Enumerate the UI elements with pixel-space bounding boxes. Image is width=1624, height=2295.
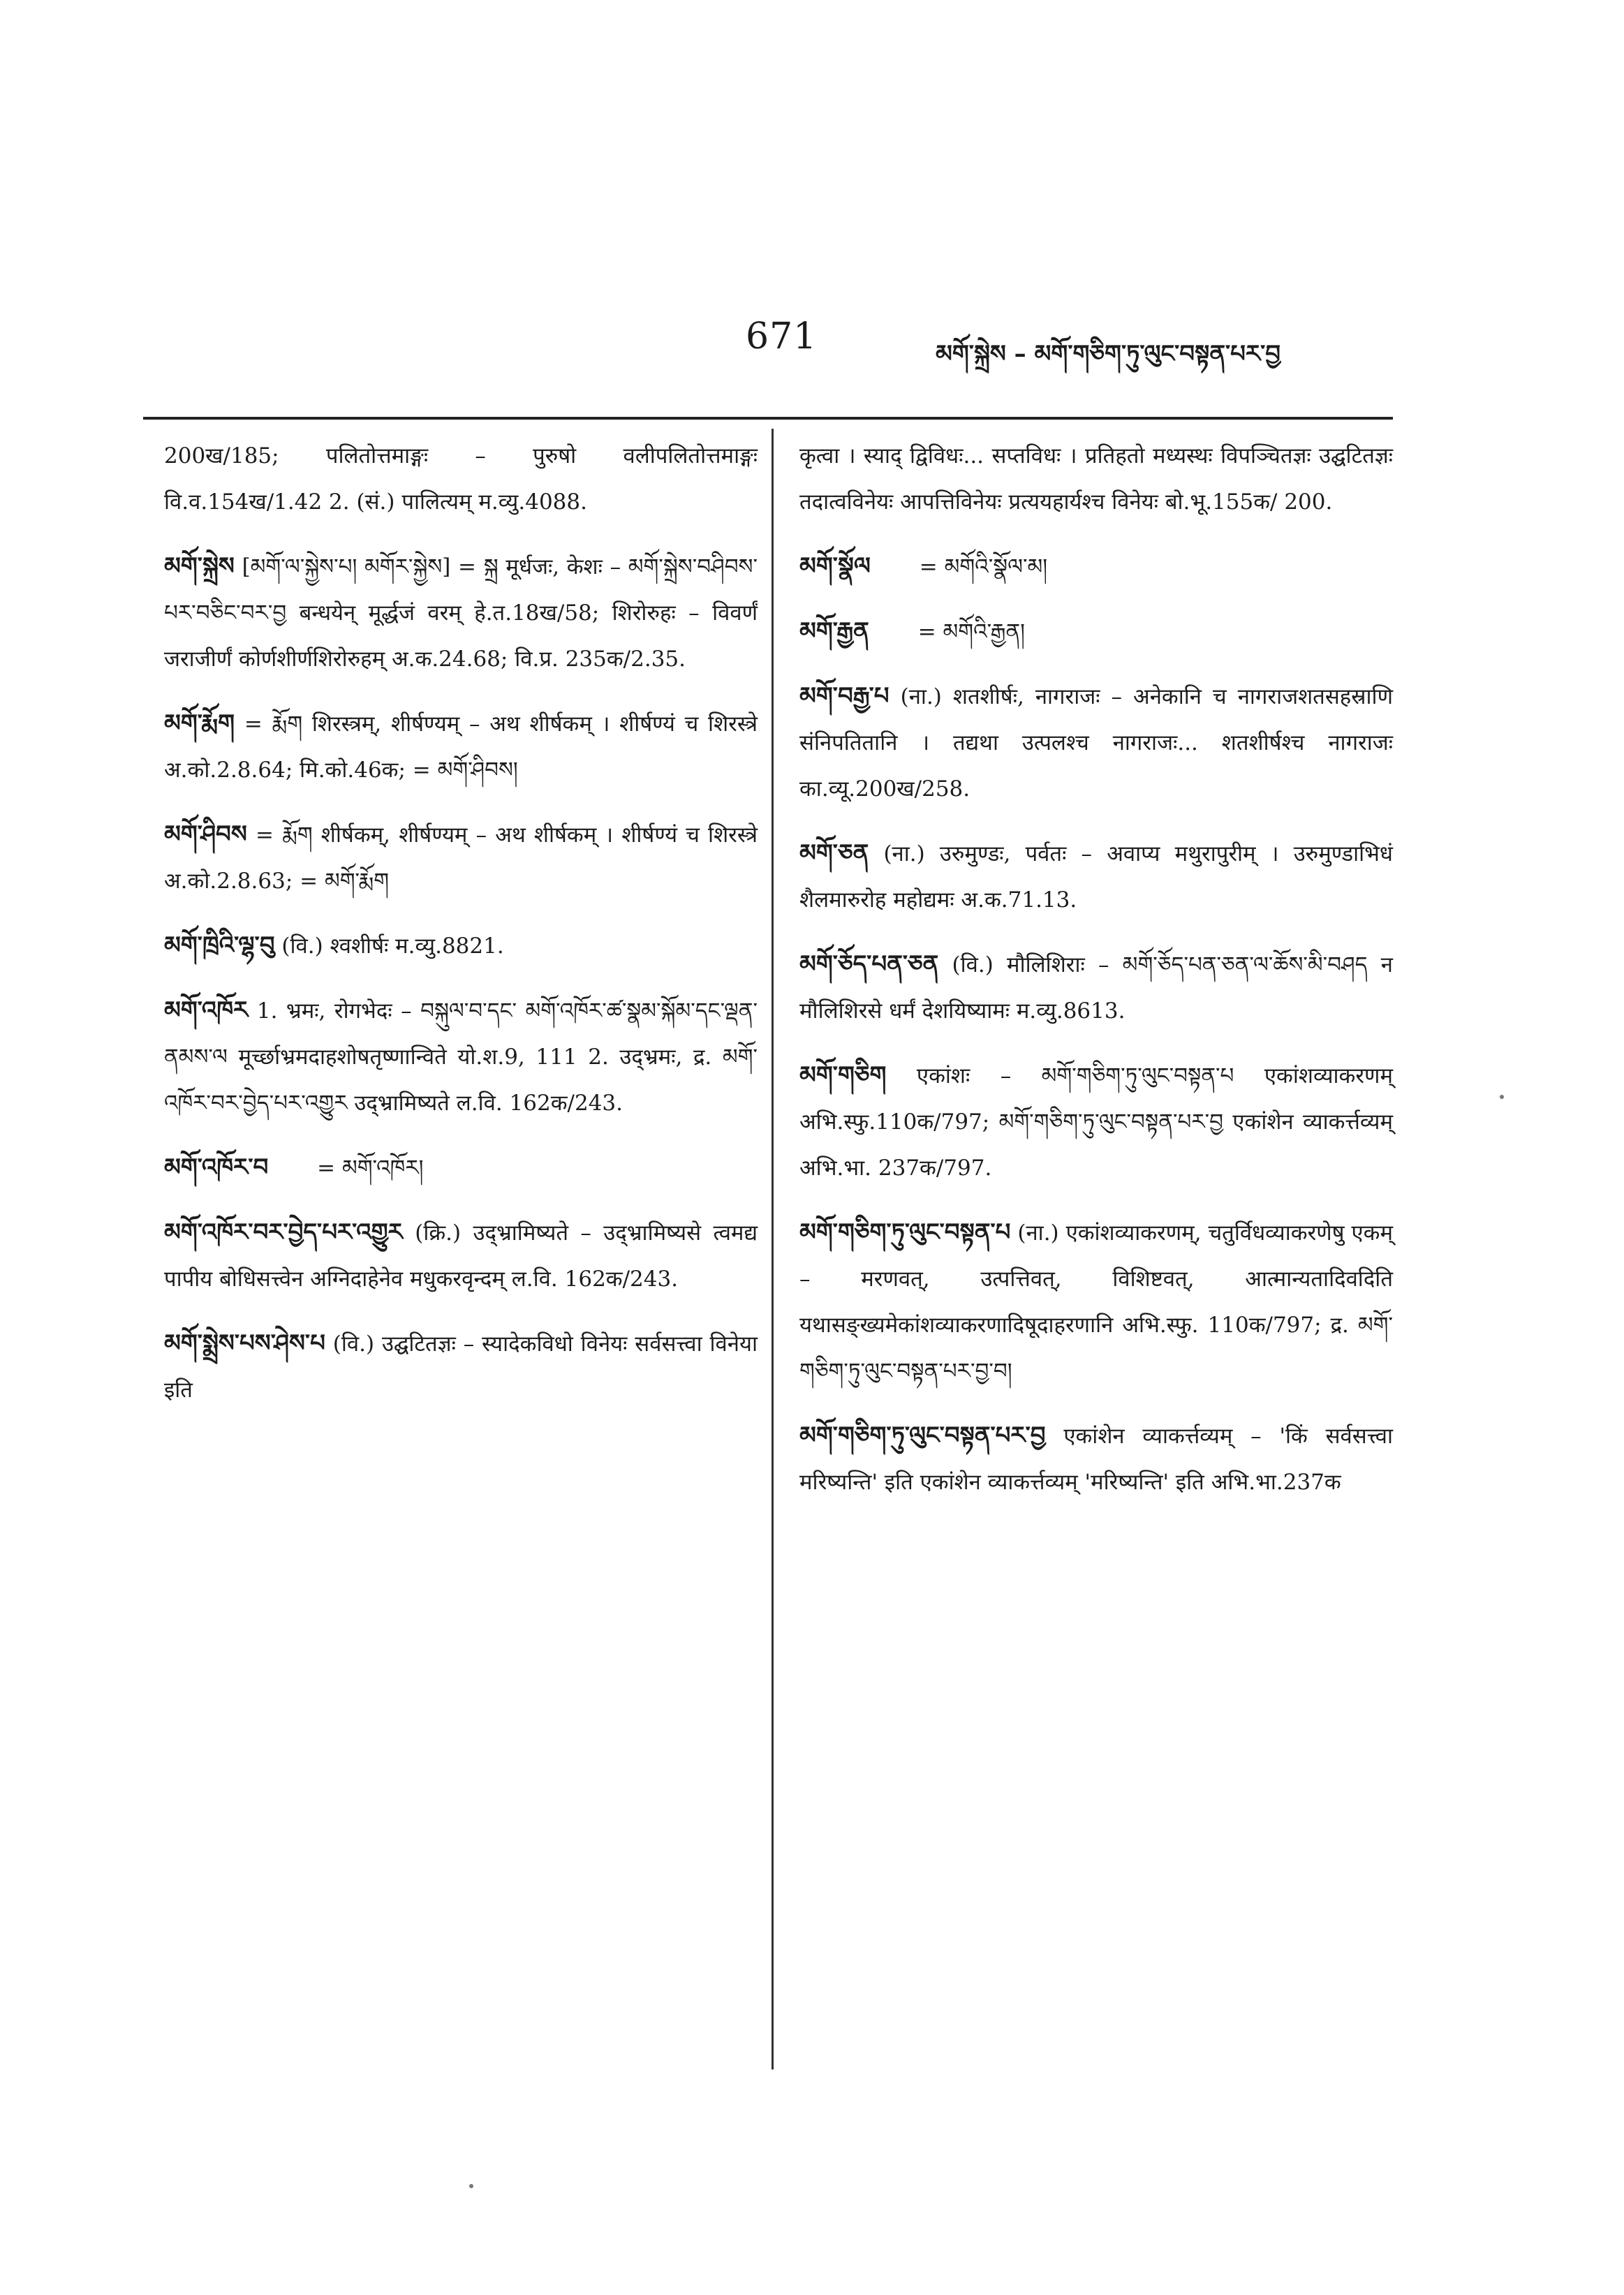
entry-headword: མགོ་སྣོལ <box>799 552 871 580</box>
dictionary-entry <box>799 1412 1393 1505</box>
dictionary-entry <box>164 1320 758 1413</box>
entry-headword: མགོ་རྨོག <box>164 709 235 737</box>
entry-headword: མགོ་བརྒྱ་པ <box>799 682 889 710</box>
entry-text: [མགོ་ལ་སྐྱེས་པ། མགོར་སྐྱེས] = སྐྲ मूर्धजः, केशः – མགོ་སྐྲེས་བཤིབས་པར་བཅིང་བར་བྱ बन्धयेन् मूर्द्धजं वरम् हे.त.18ख/58; शिरोरुहः – विवर्णं जराजीर्णं कोर्णशीर्णशिरोरुहम् अ.क.24.68; वि.प्र. 235क/2.35. <box>164 554 758 672</box>
dictionary-entry <box>799 543 1393 590</box>
entry-text: (ना.) शतशीर्षः, नागराजः – अनेकानि च नागराजशतसहस्राणि संनिपतितानि । तद्यथा उत्पलश्च नागराजः... शतशीर्षश्च नागराजः का.व्यू.200ख/258. <box>799 684 1393 802</box>
dictionary-entry <box>799 1209 1393 1394</box>
running-head: མགོ་སྐྲེས – མགོ་གཅིག་ཏུ་ལུང་བསྟན་པར་བྱ <box>936 340 1281 368</box>
right-column <box>799 433 1393 1523</box>
dictionary-entry <box>164 1209 758 1302</box>
entry-text: एकांशेन व्याकर्त्तव्यम् – 'किं सर्वसत्त्वा मरिष्यन्ति' इति एकांशेन व्याकर्त्तव्यम् 'मरिष्यन्ति' इति अभि.भा.237क <box>799 1424 1393 1495</box>
dictionary-entry <box>164 543 758 682</box>
scan-speck <box>469 2184 473 2188</box>
entry-headword: མགོ་ཁྲིའི་ལྷ་བུ <box>164 931 275 959</box>
dictionary-entry <box>164 922 758 969</box>
entry-headword: མགོ་གཅིག་ཏུ་ལུང་བསྟན་པ <box>799 1218 1011 1246</box>
dictionary-entry <box>164 811 758 904</box>
column-divider <box>772 429 774 2069</box>
entry-headword: མགོ་ཅན <box>799 839 869 867</box>
entry-text: (वि.) उद्घटितज्ञः – स्यादेकविधो विनेयः सर्वसत्त्वा विनेया इति <box>164 1331 758 1403</box>
dictionary-entry <box>164 1144 758 1191</box>
entry-text: (वि.) मौलिशिराः – མགོ་ཅོད་པན་ཅན་ལ་ཆོས་མི་བཤད न मौलिशिरसे धर्मं देशयिष्यामः म.व्यु.8613. <box>799 952 1393 1024</box>
entry-headword: མགོ་སྨྲེས་པས་ཤེས་པ <box>164 1329 325 1357</box>
entry-text: (ना.) एकांशव्याकरणम्, चतुर्विधव्याकरणेषु एकम् – मरणवत्, उत्पत्तिवत्, विशिष्टवत्, आत्मान्यतादिवदिति यथासङ्ख्यमेकांशव्याकरणादिषूदाहरणानि अभि.स्फु. 110क/797; द्र. མགོ་གཅིག་ཏུ་ལུང་བསྟན་པར་བྱ་བ། <box>799 1220 1394 1384</box>
entry-headword: མགོ་རྒྱན <box>799 617 869 645</box>
dictionary-entry <box>799 433 1393 525</box>
scan-speck <box>1500 1095 1504 1099</box>
entry-cross-reference: = མགོ་འཁོར། <box>317 1156 424 1181</box>
dictionary-entry <box>799 1052 1393 1191</box>
entry-text: = རྨོག शिरस्त्रम्, शीर्षण्यम् – अथ शीर्षकम् । शीर्षण्यं च शिरस्त्रे अ.को.2.8.64; मि.को.46क; = མགོ་ཤིབས། <box>164 711 758 783</box>
dictionary-entry <box>799 941 1393 1034</box>
entry-headword: མགོ་གཅིག <box>799 1061 887 1089</box>
entry-text: 1. भ्रमः, रोगभेदः – བསྐུལ་བ་དང་ མགོ་འཁོར་ཚ་སྣམ་སྐོམ་དང་ལྡན་ནམས་ལ मूर्च्छाभ्रमदाहशोषतृष्णान्विते यो.श.9, 111 2. उद्भ्रमः, द्र. མགོ་འཁོར་བར་བྱེད་པར་འགྱུར उद्भ्रामिष्यते ल.वि. 162क/243. <box>164 998 758 1116</box>
dictionary-entry <box>799 830 1393 923</box>
entry-headword: མགོ་འཁོར་བར་བྱེད་པར་འགྱུར <box>164 1218 403 1246</box>
entry-text: = རྨོག शीर्षकम्, शीर्षण्यम् – अथ शीर्षकम् । शीर्षण्यं च शिरस्त्रे अ.को.2.8.63; = མགོ་རྨོག <box>164 822 758 894</box>
dictionary-entry <box>164 700 758 793</box>
left-column <box>164 433 758 1431</box>
entry-headword: མགོ་སྐྲེས <box>164 552 235 580</box>
entry-headword: མགོ་ཤིབས <box>164 820 247 848</box>
entry-text: कृत्वा । स्याद् द्विविधः... सप्तविधः । प्रतिहतो मध्यस्थः विपञ्चितज्ञः उद्घटितज्ञः तदात्वविनेयः आपत्तिविनेयः प्रत्ययहार्यश्च विनेयः बो.भू.155क/ 200. <box>799 443 1393 515</box>
entry-headword: མགོ་འཁོར <box>164 996 249 1024</box>
dictionary-entry <box>799 673 1393 812</box>
entry-headword: མགོ་ཅོད་པན་ཅན <box>799 950 939 978</box>
entry-text: 200ख/185; पलितोत्तमाङ्गः – पुरुषो वलीपलितोत्तमाङ्गः वि.व.154ख/1.42 2. (सं.) पालित्यम् म.व्यु.4088. <box>164 443 758 515</box>
entry-text: (ना.) उरुमुण्डः, पर्वतः – अवाप्य मथुरापुरीम् । उरुमुण्डाभिधं शैलमारुरोह महोद्यमः अ.क.71.13. <box>799 841 1393 913</box>
entry-text: एकांशः – མགོ་གཅིག་ཏུ་ལུང་བསྟན་པ एकांशव्याकरणम् अभि.स्फु.110क/797; མགོ་གཅིག་ཏུ་ལུང་བསྟན་པར་བྱ एकांशेन व्याकर्त्तव्यम् अभि.भा. 237क/797. <box>799 1063 1393 1181</box>
entry-cross-reference: = མགོའི་རྒྱན། <box>917 619 1026 644</box>
dictionary-entry <box>799 608 1393 655</box>
entry-cross-reference: = མགོའི་སྣོལ་མ། <box>919 554 1048 580</box>
entry-headword: མགོ་གཅིག་ཏུ་ལུང་བསྟན་པར་བྱ <box>799 1422 1046 1449</box>
entry-text: (वि.) श्वशीर्षः म.व्यु.8821. <box>281 934 504 959</box>
dictionary-entry <box>164 987 758 1126</box>
entry-headword: མགོ་འཁོར་བ <box>164 1153 269 1181</box>
page-number: 671 <box>746 316 818 357</box>
entry-text: (क्रि.) उद्भ्रामिष्यते – उद्भ्रामिष्यसे त्वमद्य पापीय बोधिसत्त्वेन अग्निदाहेनेव मधुकरवृन्दम् ल.वि. 162क/243. <box>164 1220 758 1292</box>
header-rule <box>143 417 1393 420</box>
dictionary-entry <box>164 433 758 525</box>
